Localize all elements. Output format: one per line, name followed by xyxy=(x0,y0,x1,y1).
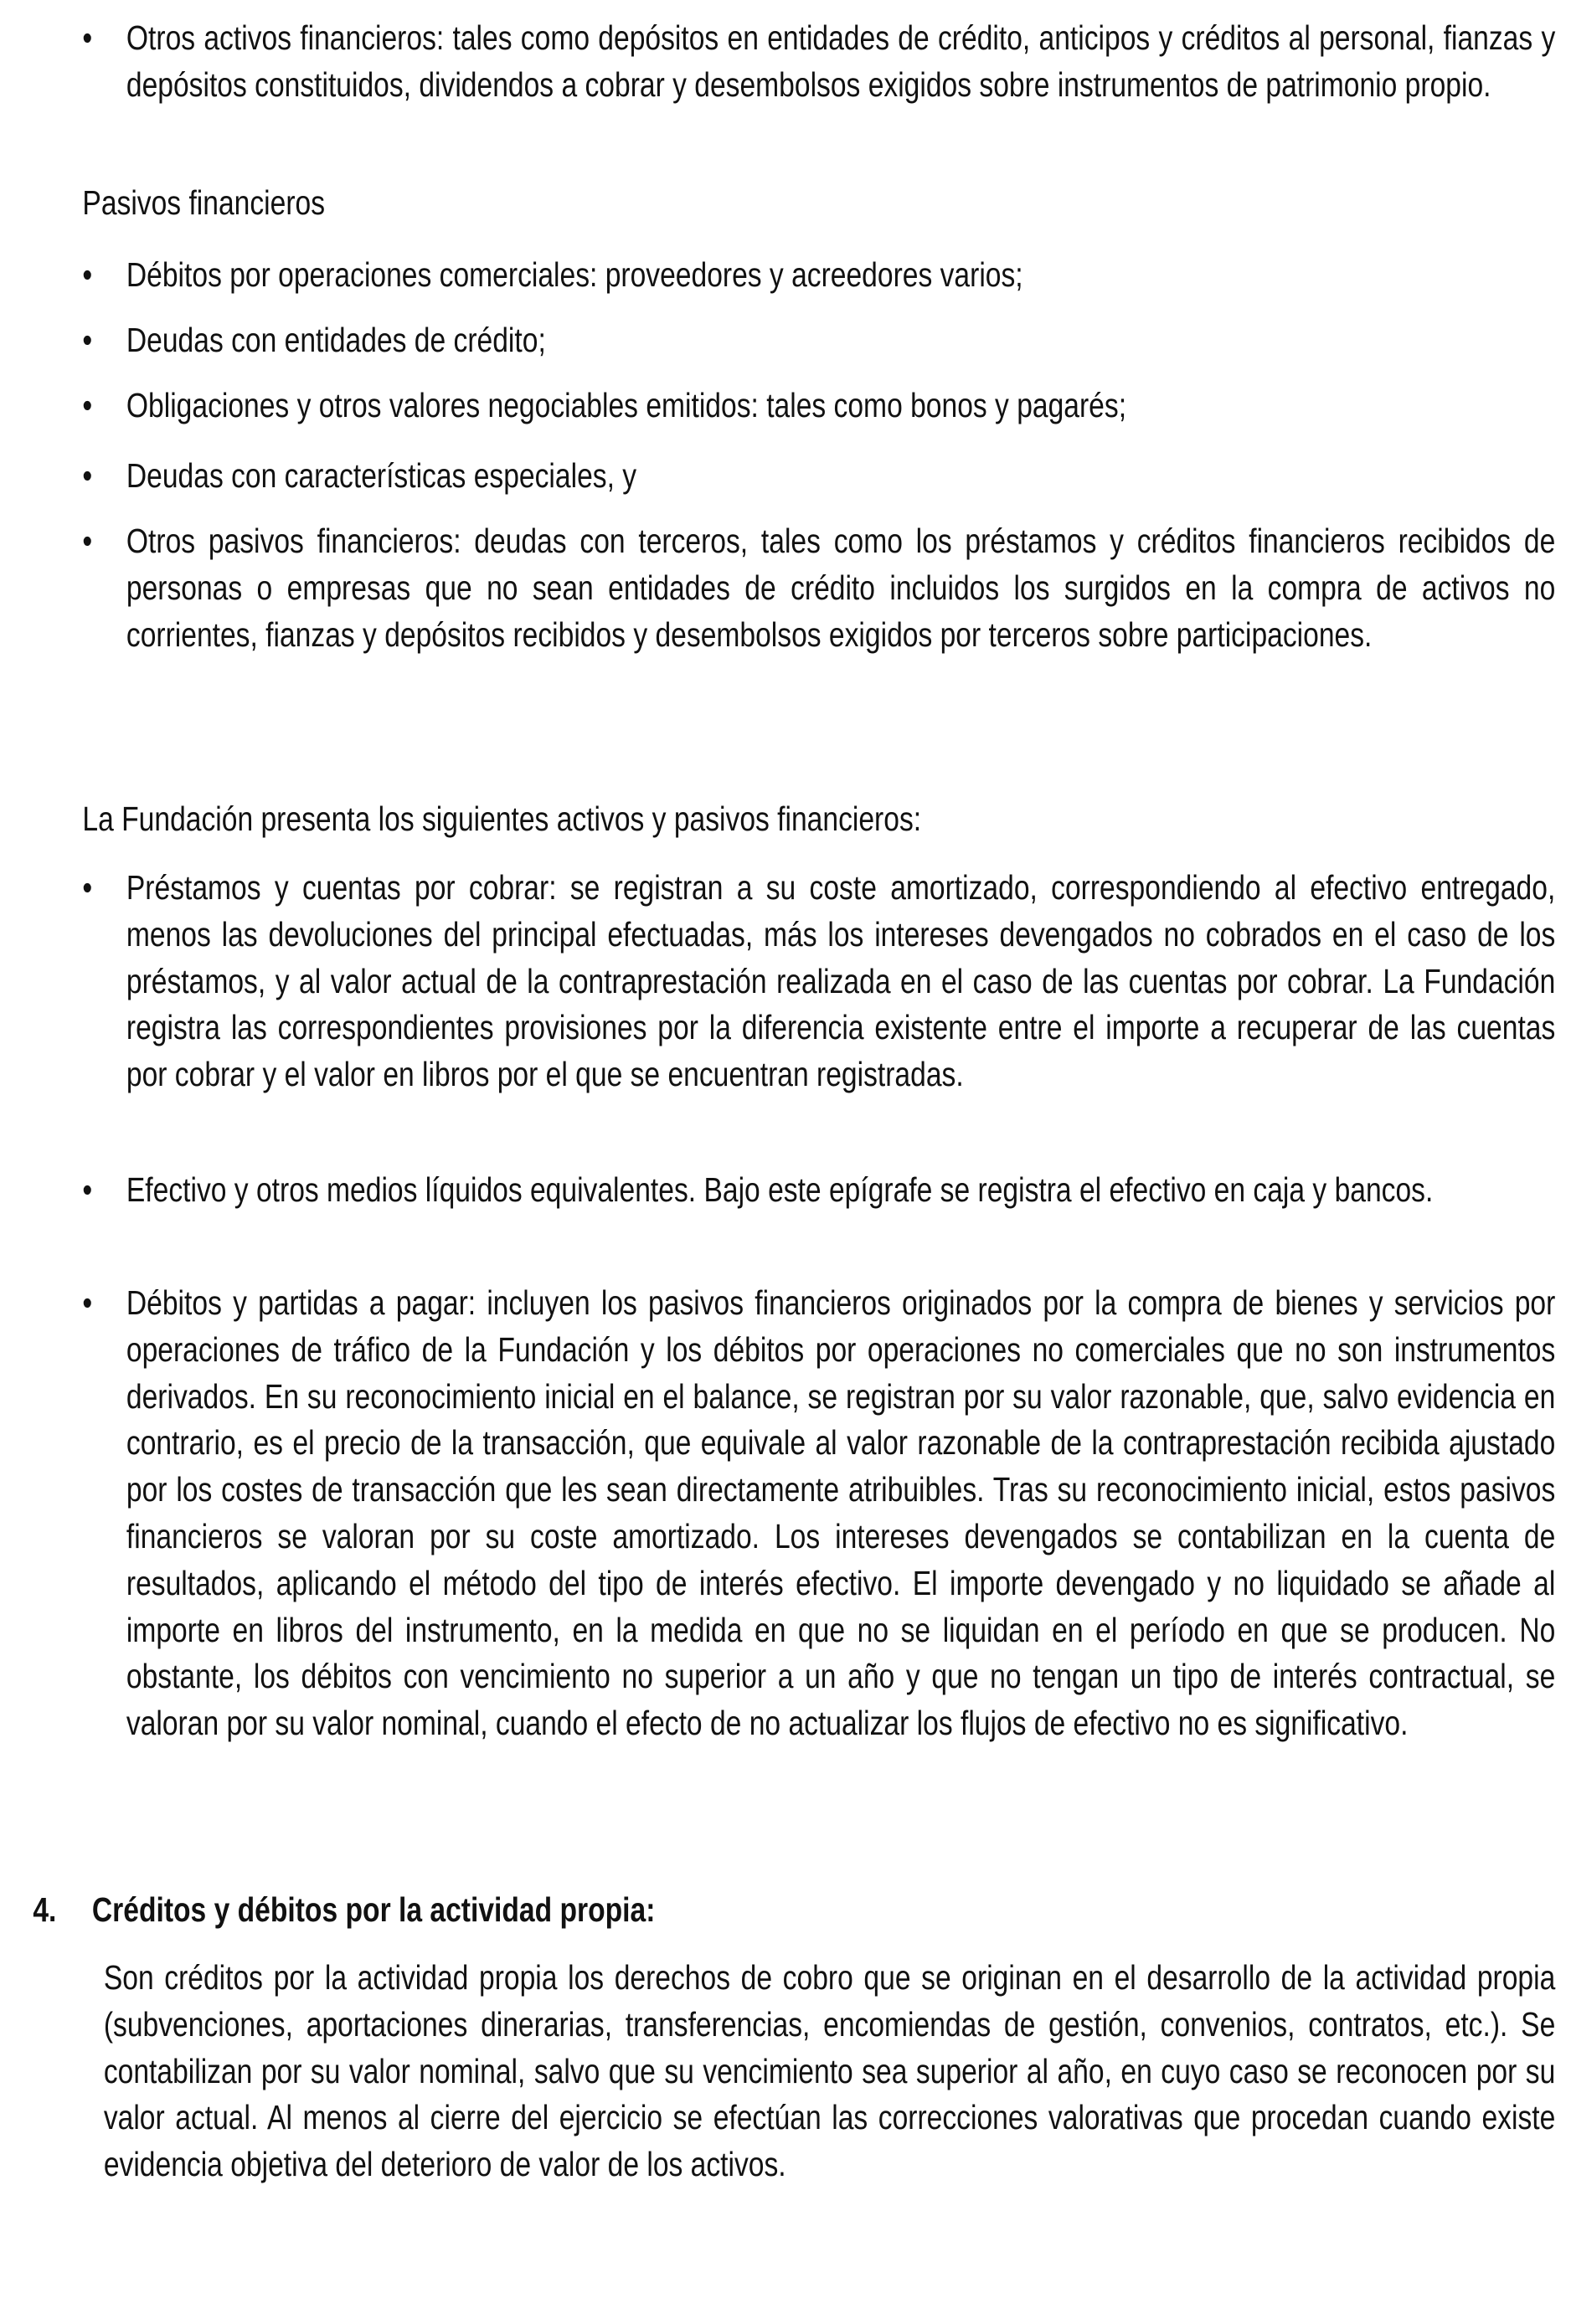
bullet-icon: • xyxy=(82,386,93,424)
bullet-icon: • xyxy=(82,1170,93,1209)
bullet-icon: • xyxy=(82,1283,93,1322)
bullet-icon: • xyxy=(82,18,93,57)
list-item-text: Efectivo y otros medios líquidos equivalentes. Bajo este epígrafe se registra el efectivo en caja y bancos. xyxy=(126,1170,1434,1209)
list-item xyxy=(82,518,1556,658)
bullet-icon: • xyxy=(82,255,93,294)
section-body: Son créditos por la actividad propia los derechos de cobro que se originan en el desarrollo de la actividad propia (subvenciones, aportaciones dinerarias, transferencias, encomiendas de gestión, convenios, contratos, etc.). Se contabilizan por su valor nominal, salvo que su vencimiento sea superior al año, en cuyo caso se reconocen por su valor actual. Al menos al cierre del ejercicio se efectúan las correcciones valorativas que procedan cuando existe evidencia objetiva del deterioro de valor de los activos. xyxy=(103,1958,1556,2184)
section-title: Créditos y débitos por la actividad propia: xyxy=(91,1890,656,1929)
bullet-icon: • xyxy=(82,456,93,495)
list-item xyxy=(82,865,1556,1098)
bullet-icon: • xyxy=(82,868,93,907)
list-item xyxy=(82,1167,1555,1214)
bullet-icon: • xyxy=(82,321,93,359)
list-item-text: Otros pasivos financieros: deudas con terceros, tales como los préstamos y créditos financieros recibidos de personas o empresas que no sean entidades de crédito incluidos los surgidos en la compra de activos no corrientes, fianzas y depósitos recibidos y desembolsos exigidos por terceros sobre participaciones. xyxy=(126,522,1556,654)
list-item-text: Obligaciones y otros valores negociables emitidos: tales como bonos y pagarés; xyxy=(126,386,1127,424)
intro-text: La Fundación presenta los siguientes activos y pasivos financieros: xyxy=(82,800,922,838)
list-item-text: Préstamos y cuentas por cobrar: se registran a su coste amortizado, correspondiendo al efectivo entregado, menos las devoluciones del principal efectuadas, más los intereses devengados no cobrados en el caso de los préstamos, y al valor actual de la contraprestación realizada en el caso de las cuentas por cobrar. La Fundación registra las correspondientes provisiones por la diferencia existente entre el importe a recuperar de las cuentas por cobrar y el valor en libros por el que se encuentran registradas. xyxy=(126,868,1556,1094)
list-item-text: Otros activos financieros: tales como depósitos en entidades de crédito, anticipos y créditos al personal, fianzas y depósitos constituidos, dividendos a cobrar y desembolsos exigidos sobre instrumentos de patrimonio propio. xyxy=(126,18,1556,104)
list-item-text: Deudas con entidades de crédito; xyxy=(126,321,546,359)
list-item xyxy=(82,317,1555,364)
section-number: 4. xyxy=(33,1890,57,1929)
bullet-icon: • xyxy=(82,522,93,560)
list-item xyxy=(82,1280,1556,1747)
list-item xyxy=(82,383,1555,429)
list-item xyxy=(82,453,1555,500)
list-item-text: Deudas con características especiales, y xyxy=(126,456,637,495)
list-item-text: Débitos por operaciones comerciales: proveedores y acreedores varios; xyxy=(126,255,1023,294)
list-item xyxy=(82,252,1555,299)
list-item-text: Débitos y partidas a pagar: incluyen los pasivos financieros originados por la compra de bienes y servicios por operaciones de tráfico de la Fundación y los débitos por operaciones no comerciales que no son instrumentos derivados. En su reconocimiento inicial en el balance, se registran por su valor razonable, que, salvo evidencia en contrario, es el precio de la transacción, que equivale al valor razonable de la contraprestación recibida ajustado por los costes de transacción que les sean directamente atribuibles. Tras su reconocimiento inicial, estos pasivos financieros se valoran por su coste amortizado. Los intereses devengados se contabilizan en la cuenta de resultados, aplicando el método del tipo de interés efectivo. El importe devengado y no liquidado se añade al importe en libros del instrumento, en la medida en que no se liquidan en el período en que se producen. No obstante, los débitos con vencimiento no superior a un año y que no tengan un tipo de interés contractual, se valoran por su valor nominal, cuando el efecto de no actualizar los flujos de efectivo no es significativo. xyxy=(126,1283,1556,1743)
list-item xyxy=(82,15,1556,109)
section-heading: Pasivos financieros xyxy=(82,183,326,222)
